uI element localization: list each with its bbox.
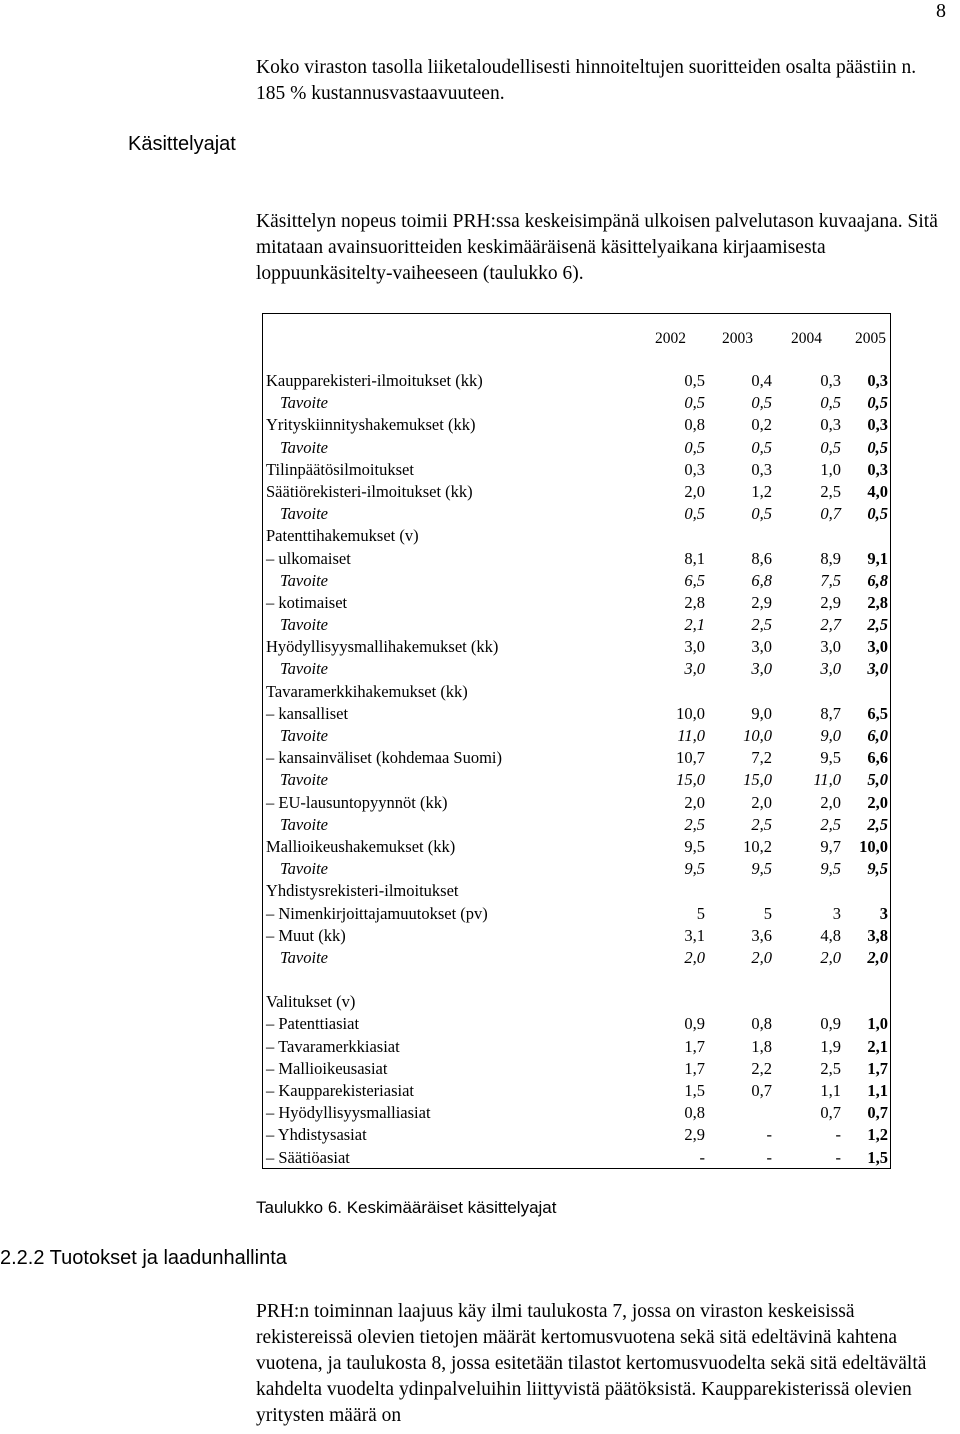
cell-2004: 2,0 — [820, 792, 841, 812]
cell-2003: 2,5 — [751, 615, 772, 635]
row-label: – Säätiöasiat — [266, 1147, 350, 1167]
cell-2003: 9,5 — [751, 859, 772, 879]
cell-2005: 1,2 — [867, 1125, 888, 1145]
cell-2002: 2,5 — [684, 814, 705, 834]
cell-2005: 9,1 — [867, 548, 888, 568]
row-label: Patenttihakemukset (v) — [266, 526, 419, 546]
cell-2002: 0,5 — [684, 504, 705, 524]
row-label: Tavoite — [280, 814, 328, 834]
cell-2002: 2,0 — [684, 792, 705, 812]
year-header: 2005 — [855, 330, 886, 347]
row-label: Säätiörekisteri-ilmoitukset (kk) — [266, 481, 473, 501]
cell-2002: 0,3 — [684, 459, 705, 479]
cell-2005: 0,3 — [867, 415, 888, 435]
cell-2004: - — [835, 1125, 841, 1145]
cell-2004: 1,9 — [820, 1036, 841, 1056]
cell-2004: 3,0 — [820, 637, 841, 657]
row-label: – Hyödyllisyysmalliasiat — [266, 1103, 431, 1123]
table-row — [262, 903, 891, 925]
cell-2005: 5,0 — [867, 770, 888, 790]
cell-2002: 3,1 — [684, 925, 705, 945]
table-row — [262, 481, 891, 503]
cell-2004: 3,0 — [820, 659, 841, 679]
cell-2005: 0,3 — [867, 371, 888, 390]
table-row — [262, 1102, 891, 1124]
cell-2004: 8,9 — [820, 548, 841, 568]
cell-2002: 10,7 — [676, 748, 705, 768]
cell-2005: 1,5 — [867, 1147, 888, 1167]
row-label: Tavaramerkkihakemukset (kk) — [266, 681, 468, 701]
cell-2004: 2,9 — [820, 592, 841, 612]
cell-2004: 0,9 — [820, 1014, 841, 1034]
row-label: – kansainväliset (kohdemaa Suomi) — [266, 748, 502, 768]
cell-2005: 2,1 — [867, 1036, 888, 1056]
cell-2004: 7,5 — [820, 570, 841, 590]
cell-2003: 0,5 — [751, 437, 772, 457]
cell-2002: 0,5 — [684, 393, 705, 413]
cell-2005: 3 — [879, 903, 888, 923]
cell-2003: 0,7 — [751, 1081, 772, 1101]
cell-2003: 2,5 — [751, 814, 772, 834]
cell-2002: - — [699, 1147, 705, 1167]
cell-2005: 1,7 — [867, 1058, 888, 1078]
cell-2005: 2,0 — [867, 947, 888, 967]
processing-times-table — [262, 370, 891, 1169]
row-label: Mallioikeushakemukset (kk) — [266, 836, 456, 856]
cell-2004: 4,8 — [820, 925, 841, 945]
cell-2003: 2,2 — [751, 1058, 772, 1078]
cell-2004: 9,0 — [820, 726, 841, 745]
table-row — [262, 414, 891, 436]
cell-2003: 15,0 — [743, 770, 772, 790]
cell-2002: 11,0 — [677, 726, 705, 745]
cell-2004: 2,0 — [820, 947, 841, 967]
cell-2003: 2,9 — [751, 592, 772, 612]
row-label: Tavoite — [280, 947, 328, 967]
cell-2002: 10,0 — [676, 703, 705, 723]
cell-2003: 0,5 — [751, 393, 772, 413]
row-label: Yhdistysrekisteri-ilmoitukset — [266, 881, 459, 901]
cell-2005: 2,8 — [867, 592, 888, 612]
cell-2003: 10,2 — [743, 836, 772, 856]
cell-2005: 4,0 — [867, 481, 888, 501]
cell-2004: 1,1 — [820, 1081, 841, 1101]
cell-2004: 2,5 — [820, 481, 841, 501]
cell-2002: 0,5 — [684, 437, 705, 457]
table-row — [262, 836, 891, 858]
table-row — [262, 1147, 891, 1169]
cell-2002: 0,8 — [684, 1103, 705, 1123]
table-row — [262, 1013, 891, 1035]
cell-2002: 9,5 — [684, 859, 705, 879]
table-row — [262, 459, 891, 481]
cell-2003: 0,4 — [751, 371, 772, 390]
page-number: 8 — [936, 0, 946, 22]
cell-2005: 10,0 — [859, 836, 888, 856]
cell-2004: 2,5 — [820, 814, 841, 834]
cell-2005: 1,0 — [867, 1014, 888, 1034]
table-row — [262, 1036, 891, 1058]
table-row — [262, 570, 891, 592]
table-row — [262, 769, 891, 791]
row-label: Tavoite — [280, 393, 328, 413]
cell-2004: 0,7 — [820, 504, 841, 524]
cell-2005: 3,0 — [867, 637, 888, 657]
year-header: 2002 — [655, 330, 686, 347]
cell-2004: 9,5 — [820, 859, 841, 879]
table-row — [262, 858, 891, 880]
row-label: Tavoite — [280, 570, 328, 590]
row-label: – Yhdistysasiat — [266, 1125, 367, 1145]
table-row — [262, 370, 891, 392]
cell-2003: 0,2 — [751, 415, 772, 435]
table-row — [262, 525, 891, 547]
table-row — [262, 1080, 891, 1102]
cell-2002: 2,9 — [684, 1125, 705, 1145]
cell-2003: 1,2 — [751, 481, 772, 501]
cell-2004: 11,0 — [813, 770, 841, 790]
cell-2002: 0,5 — [684, 371, 705, 390]
row-label: – Nimenkirjoittajamuutokset (pv) — [266, 903, 488, 923]
table-row — [262, 725, 891, 747]
cell-2005: 0,3 — [867, 459, 888, 479]
cell-2002: 3,0 — [684, 637, 705, 657]
cell-2003: 3,6 — [751, 925, 772, 945]
row-label: Tavoite — [280, 615, 328, 635]
cell-2005: 6,8 — [867, 570, 888, 590]
cell-2005: 0,5 — [867, 504, 888, 524]
year-header: 2004 — [791, 330, 822, 347]
table-row — [262, 703, 891, 725]
row-label: Tavoite — [280, 770, 328, 790]
row-label: Tavoite — [280, 726, 328, 745]
cell-2005: 3,0 — [867, 659, 888, 679]
intro-paragraph: Koko viraston tasolla liiketaloudellisesti hinnoiteltujen suoritteiden osalta päästiin n. 185 % kustannusvastaavuuteen. — [256, 57, 917, 104]
row-label: – Patenttiasiat — [266, 1014, 360, 1034]
table-row — [262, 503, 891, 525]
table-row — [262, 658, 891, 680]
table-row — [262, 1124, 891, 1146]
cell-2005: 6,0 — [867, 726, 888, 745]
cell-2002: 1,7 — [684, 1058, 705, 1078]
table-row — [262, 437, 891, 459]
row-label: – kansalliset — [266, 703, 349, 723]
row-label: Tavoite — [280, 437, 328, 457]
row-label: Tavoite — [280, 859, 328, 879]
cell-2002: 1,5 — [684, 1081, 705, 1101]
cell-2002: 2,0 — [684, 481, 705, 501]
cell-2003: 1,8 — [751, 1036, 772, 1056]
cell-2004: 9,7 — [820, 836, 841, 856]
table-row — [262, 925, 891, 947]
cell-2003: 9,0 — [751, 703, 772, 723]
cell-2003: 6,8 — [751, 570, 772, 590]
cell-2003: 3,0 — [751, 637, 772, 657]
cell-2005: 9,5 — [867, 859, 888, 879]
table-row — [262, 636, 891, 658]
cell-2002: 2,0 — [684, 947, 705, 967]
cell-2003: 0,3 — [751, 459, 772, 479]
section2-paragraph: PRH:n toiminnan laajuus käy ilmi taulukosta 7, jossa on viraston keskeisissä rekistereissä olevien tietojen määrät kertomusvuotena sekä sitä edeltävinä kahtena vuotena, ja taulukosta 8, jossa esitetään tilastot kertomusvuodelta sekä sitä edeltävältä kahdelta vuodelta ydinpalveluihin liittyvistä päätöksistä. Kaupparekisterissä olevien yritysten määrä on — [256, 1301, 927, 1426]
cell-2005: 2,5 — [867, 814, 888, 834]
cell-2005: 1,1 — [867, 1081, 888, 1101]
year-header: 2003 — [722, 330, 753, 347]
table-row — [262, 947, 891, 969]
cell-2004: 0,3 — [820, 415, 841, 435]
cell-2002: 8,1 — [684, 548, 705, 568]
table-row — [262, 969, 891, 1013]
cell-2003: 5 — [763, 903, 772, 923]
row-label: – Muut (kk) — [266, 925, 346, 945]
cell-2005: 6,6 — [867, 748, 888, 768]
row-label: – Kaupparekisteriasiat — [266, 1081, 414, 1101]
cell-2002: 0,9 — [684, 1014, 705, 1034]
cell-2002: 5 — [696, 903, 705, 923]
cell-2005: 0,7 — [867, 1103, 888, 1123]
cell-2003: - — [766, 1125, 772, 1145]
cell-2005: 2,0 — [867, 792, 888, 812]
cell-2005: 2,5 — [867, 615, 888, 635]
cell-2004: 8,7 — [820, 703, 841, 723]
cell-2005: 0,5 — [867, 393, 888, 413]
cell-2002: 6,5 — [684, 570, 705, 590]
table-row — [262, 548, 891, 570]
cell-2005: 0,5 — [867, 437, 888, 457]
cell-2003: 0,8 — [751, 1014, 772, 1034]
cell-2002: 15,0 — [676, 770, 705, 790]
cell-2004: 2,5 — [820, 1058, 841, 1078]
table-row — [262, 747, 891, 769]
cell-2003: 2,0 — [751, 792, 772, 812]
cell-2004: 0,5 — [820, 393, 841, 413]
table-row — [262, 614, 891, 636]
cell-2004: 0,5 — [820, 437, 841, 457]
cell-2002: 1,7 — [684, 1036, 705, 1056]
cell-2003: 3,0 — [751, 659, 772, 679]
cell-2003: 10,0 — [743, 726, 772, 745]
table-row — [262, 681, 891, 703]
cell-2005: 6,5 — [867, 703, 888, 723]
row-label: – Mallioikeusasiat — [266, 1058, 388, 1078]
table-row — [262, 392, 891, 414]
row-label: Kaupparekisteri-ilmoitukset (kk) — [266, 371, 483, 390]
section-heading-kasittelyajat: Käsittelyajat — [128, 133, 236, 155]
cell-2002: 9,5 — [684, 836, 705, 856]
row-label: – EU-lausuntopyynnöt (kk) — [266, 792, 448, 812]
table-row — [262, 1058, 891, 1080]
cell-2003: - — [766, 1147, 772, 1167]
cell-2002: 3,0 — [684, 659, 705, 679]
table-caption: Taulukko 6. Keskimääräiset käsittelyajat — [256, 1198, 557, 1217]
cell-2003: 2,0 — [751, 947, 772, 967]
cell-2003: 0,5 — [751, 504, 772, 524]
cell-2005: 3,8 — [867, 925, 888, 945]
cell-2004: - — [835, 1147, 841, 1167]
row-label: Tavoite — [280, 504, 328, 524]
row-label: Tavoite — [280, 659, 328, 679]
cell-2003: 8,6 — [751, 548, 772, 568]
section-heading-tuotokset: 2.2.2 Tuotokset ja laadunhallinta — [0, 1247, 287, 1269]
table-row — [262, 814, 891, 836]
cell-2004: 1,0 — [820, 459, 841, 479]
cell-2002: 2,8 — [684, 592, 705, 612]
cell-2004: 3 — [832, 903, 841, 923]
cell-2002: 2,1 — [684, 615, 705, 635]
table-row — [262, 592, 891, 614]
cell-2003: 7,2 — [751, 748, 772, 768]
section1-paragraph: Käsittelyn nopeus toimii PRH:ssa keskeisimpänä ulkoisen palvelutason kuvaajana. Sitä mitataan avainsuoritteiden keskimääräisenä käsittelyaikana kirjaamisesta loppuunkäsitelty-vaiheeseen (taulukko 6). — [256, 211, 938, 284]
row-label: Yrityskiinnityshakemukset (kk) — [266, 415, 476, 435]
row-label: – ulkomaiset — [266, 548, 351, 568]
cell-2002: 0,8 — [684, 415, 705, 435]
row-label: – Tavaramerkkiasiat — [266, 1036, 400, 1056]
table-row — [262, 880, 891, 902]
row-label: – kotimaiset — [266, 592, 348, 612]
row-label: Tilinpäätösilmoitukset — [266, 459, 414, 479]
cell-2004: 9,5 — [820, 748, 841, 768]
cell-2004: 0,7 — [820, 1103, 841, 1123]
row-label: Hyödyllisyysmallihakemukset (kk) — [266, 637, 499, 657]
cell-2004: 2,7 — [820, 615, 841, 635]
cell-2004: 0,3 — [820, 371, 841, 390]
table-row — [262, 792, 891, 814]
row-label: Valitukset (v) — [266, 992, 356, 1012]
